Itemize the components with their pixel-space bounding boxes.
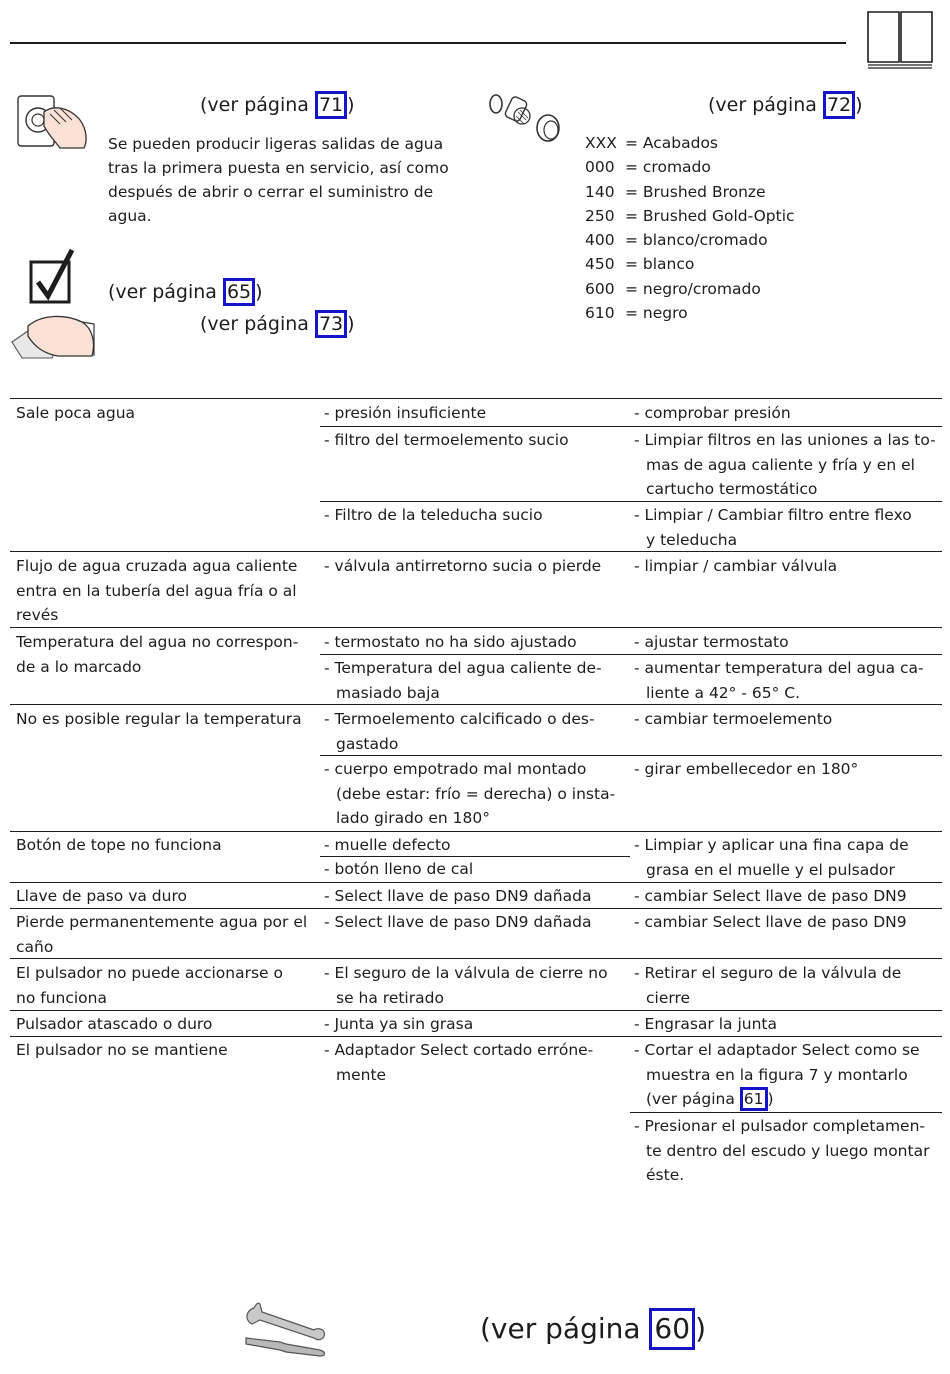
valve-ref: (ver página 71 ) [200, 91, 355, 119]
problem-cell: Temperatura del agua no correspon- de a lo marcado [16, 633, 299, 676]
cause-cell: - Adaptador Select cortado erróne- mente [324, 1041, 594, 1084]
table-row-rule [10, 831, 942, 832]
table-row-rule [10, 882, 942, 883]
cause-cell: - presión insuficiente [324, 404, 487, 422]
solution-cell: - Limpiar y aplicar una fina capa de grasa en el muelle y el pulsador [634, 836, 909, 879]
cause-cell: - Filtro de la teleducha sucio [324, 506, 543, 524]
problem-cell: Botón de tope no funciona [16, 836, 222, 854]
problem-cell: El pulsador no se mantiene [16, 1041, 228, 1059]
page-link-60[interactable]: 60 [649, 1308, 695, 1350]
finish-code-row: 600 = negro/cromado [585, 279, 761, 298]
page-link-61[interactable]: 61 [740, 1087, 768, 1111]
cause-cell: - Temperatura del agua caliente de- masiado baja [324, 659, 602, 702]
finish-code-list [585, 131, 795, 325]
page-link-72[interactable]: 72 [823, 91, 855, 119]
hand-cleaning-icon [8, 312, 98, 364]
page-link-73[interactable]: 73 [315, 310, 347, 338]
cause-cell: - válvula antirretorno sucia o pierde [324, 557, 602, 575]
problem-cell: Pierde permanentemente agua por el caño [16, 913, 308, 956]
leak-note: Se pueden producir ligeras salidas de agua tras la primera puesta en servicio, así como después de abrir o cerrar el suministro de agua. [108, 135, 449, 225]
cartridge-parts-icon [486, 90, 572, 146]
solution-cell: - cambiar Select llave de paso DN9 [634, 913, 907, 931]
cause-cell: - Termoelemento calcificado o des- gastado [324, 710, 595, 753]
header-rule [10, 42, 846, 44]
solution-cell: - Cortar el adaptador Select como se muestra en la figura 7 y montarlo (ver página 61 ) [634, 1038, 920, 1112]
page-link-65[interactable]: 65 [223, 278, 255, 306]
page-link-71[interactable]: 71 [315, 91, 347, 119]
book-icon [866, 10, 936, 70]
problem-cell: Flujo de agua cruzada agua caliente entra en la tubería del agua fría o al revés [16, 557, 298, 624]
solution-cell: - Limpiar / Cambiar filtro entre flexo y teleducha [634, 506, 912, 549]
table-row-rule [10, 398, 942, 399]
finish-ref: (ver página 72 ) [708, 91, 863, 119]
problem-cell: Sale poca agua [16, 404, 136, 422]
solution-cell: - ajustar termostato [634, 633, 789, 651]
finish-code-row: 140 = Brushed Bronze [585, 182, 766, 201]
table-subrow-rule [320, 426, 942, 427]
finish-code-row: 400 = blanco/cromado [585, 231, 768, 250]
solution-cell: - Retirar el seguro de la válvula de cierre [634, 964, 902, 1007]
cause-cell: - Select llave de paso DN9 dañada [324, 887, 592, 905]
check-ref: (ver página 65 ) [108, 278, 263, 306]
problem-cell: Pulsador atascado o duro [16, 1015, 213, 1033]
table-row-rule [10, 1010, 942, 1011]
solution-cell: - limpiar / cambiar válvula [634, 557, 838, 575]
checkbox-icon [28, 248, 76, 306]
finish-code-row: XXX = Acabados [585, 134, 718, 152]
tools-ref: (ver página 60 ) [480, 1308, 706, 1350]
finish-code-row: 450 = blanco [585, 255, 695, 274]
table-subrow-rule [630, 1112, 942, 1113]
problem-cell: El pulsador no puede accionarse o no funciona [16, 964, 283, 1007]
cause-cell: - filtro del termoelemento sucio [324, 431, 569, 449]
finish-code-row: 610 = negro [585, 304, 688, 323]
solution-cell: - Limpiar filtros en las uniones a las to- mas de agua caliente y fría y en el cartucho termostático [634, 431, 936, 498]
solution-cell: - Engrasar la junta [634, 1015, 777, 1033]
solution-cell: - comprobar presión [634, 404, 791, 422]
cause-cell: - termostato no ha sido ajustado [324, 633, 577, 651]
solution-cell: - cambiar termoelemento [634, 710, 833, 728]
cause-cell: - botón lleno de cal [324, 860, 474, 878]
hand-valve-icon [14, 90, 92, 152]
solution-cell: - aumentar temperatura del agua ca- liente a 42° - 65° C. [634, 659, 924, 702]
solution-cell: - cambiar Select llave de paso DN9 [634, 887, 907, 905]
problem-cell: Llave de paso va duro [16, 887, 187, 905]
clean-ref: (ver página 73 ) [200, 310, 355, 338]
cause-cell: - El seguro de la válvula de cierre no se ha retirado [324, 964, 608, 1007]
finish-code-row: 000 = cromado [585, 158, 711, 177]
cause-cell: - cuerpo empotrado mal montado (debe estar: frío = derecha) o insta- lado girado en 180° [324, 760, 616, 827]
cause-cell: - Select llave de paso DN9 dañada [324, 913, 592, 931]
problem-cell: No es posible regular la temperatura [16, 710, 302, 728]
cause-cell: - muelle defecto [324, 836, 451, 854]
solution-cell: - Presionar el pulsador completamen- te dentro del escudo y luego montar éste. [634, 1117, 930, 1184]
solution-cell: - girar embellecedor en 180° [634, 760, 859, 778]
tools-icon [240, 1298, 330, 1358]
cause-cell: - Junta ya sin grasa [324, 1015, 474, 1033]
finish-code-row: 250 = Brushed Gold-Optic [585, 206, 795, 225]
